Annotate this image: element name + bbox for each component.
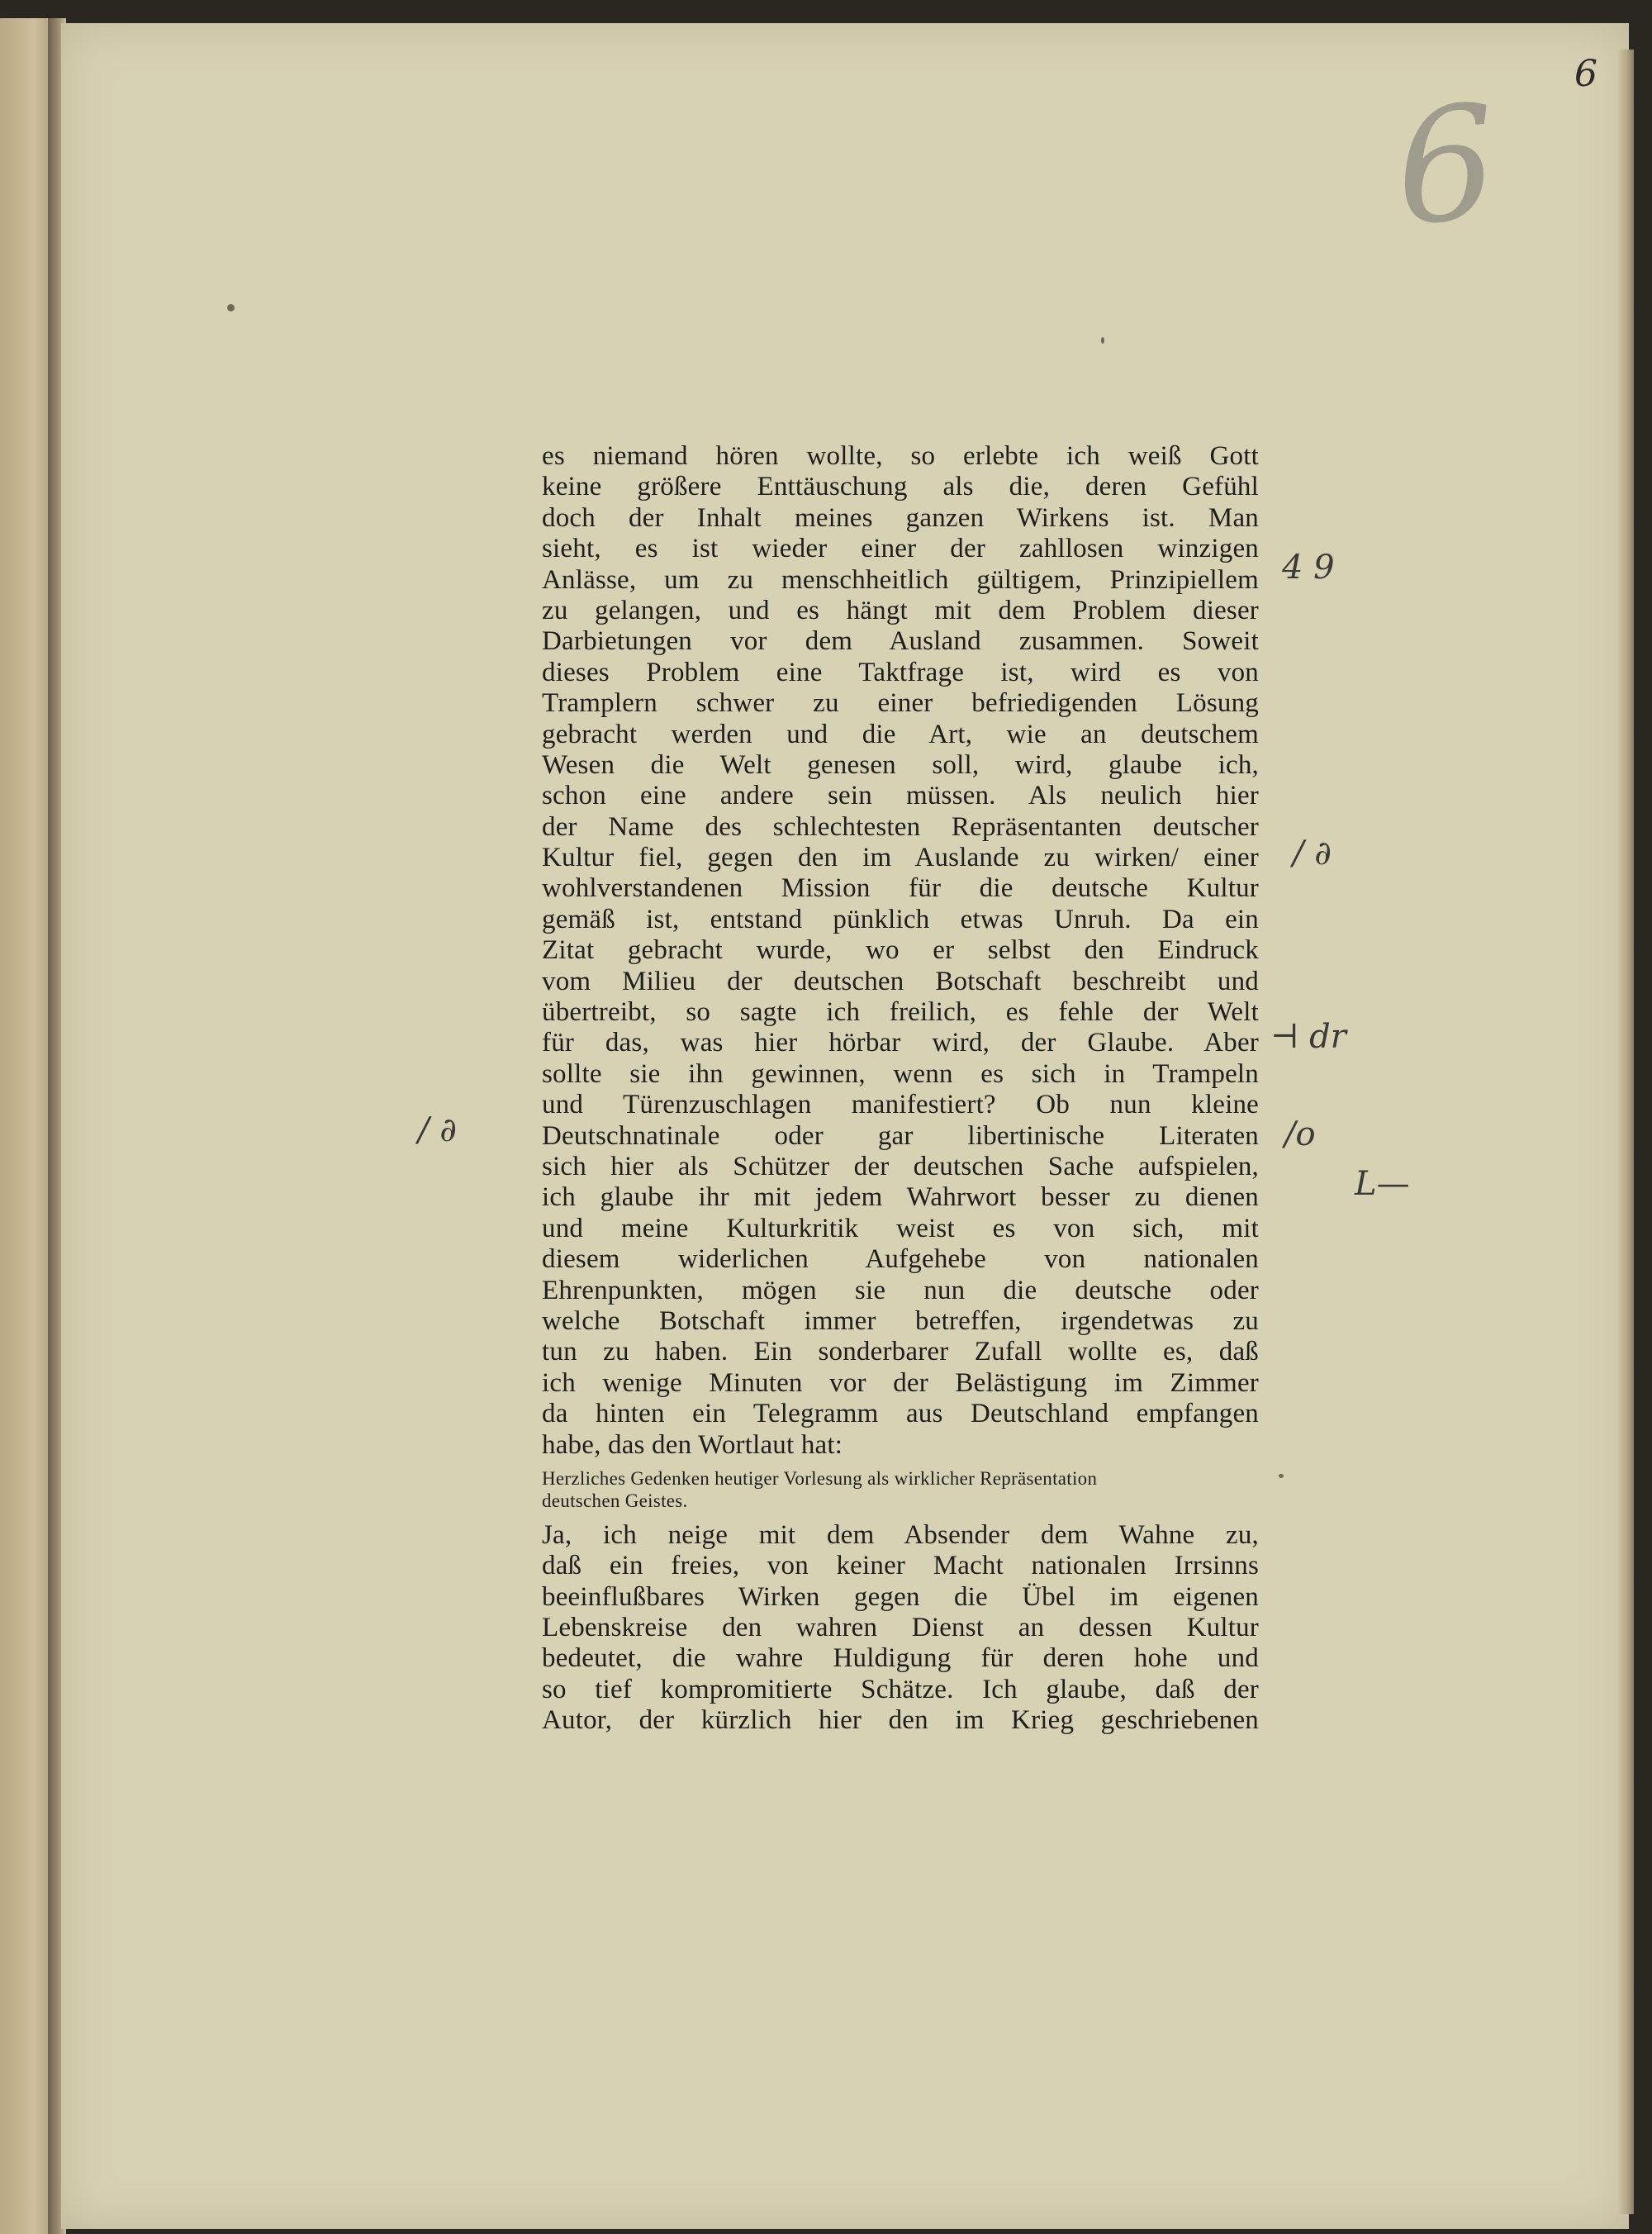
paper-blemish: [227, 304, 235, 311]
margin-note-right: ⊣ dr: [1270, 1018, 1346, 1056]
text-line: ich glaube ihr mit jedem Wahrwort besser zu dienen: [542, 1182, 1259, 1213]
text-line: es niemand hören wollte, so erlebte ich weiß Gott: [542, 441, 1259, 471]
margin-note-right: L—: [1355, 1165, 1410, 1203]
margin-note-right: /o: [1284, 1115, 1316, 1153]
text-line: übertreibt, so sagte ich freilich, es fehle der Welt: [542, 997, 1259, 1028]
text-line: sich hier als Schützer der deutschen Sache aufspielen,: [542, 1151, 1259, 1181]
body-paragraph: [542, 441, 1259, 1461]
pencil-page-number: 6: [1389, 71, 1502, 260]
paper-blemish: [1101, 337, 1104, 344]
text-line: der Name des schlechtesten Repräsentanten deutscher: [542, 811, 1259, 842]
text-line: Anlässe, um zu menschheitlich gültigem, Prinzipiellem: [542, 564, 1259, 595]
text-line: wohlverstandenen Mission für die deutsche Kultur: [542, 873, 1259, 904]
telegram-quote: [542, 1467, 1259, 1512]
text-line: beeinflußbares Wirken gegen die Übel im eigenen: [542, 1581, 1259, 1612]
text-line: diesem widerlichen Aufgehebe von nationalen: [542, 1244, 1259, 1275]
continuation-paragraph: [542, 1520, 1259, 1737]
text-line: Lebenskreise den wahren Dienst an dessen Kultur: [542, 1613, 1259, 1643]
quote-line: Herzliches Gedenken heutiger Vorlesung als wirklicher Repräsentation: [542, 1467, 1098, 1489]
text-line: bedeutet, die wahre Huldigung für deren hohe und: [542, 1643, 1259, 1674]
text-line: habe, das den Wortlaut hat:: [542, 1429, 843, 1460]
text-line: welche Botschaft immer betreffen, irgendetwas zu: [542, 1305, 1259, 1336]
text-line: zu gelangen, und es hängt mit dem Problem dieser: [542, 595, 1259, 625]
main-text-block: [542, 441, 1259, 1737]
text-line: und meine Kulturkritik weist es von sich, mit: [542, 1213, 1259, 1243]
quote-line: deutschen Geistes.: [542, 1490, 688, 1511]
text-line: und Türenzuschlagen manifestiert? Ob nun kleine: [542, 1090, 1259, 1120]
text-line: tun zu haben. Ein sonderbarer Zufall wollte es, daß: [542, 1337, 1259, 1367]
text-line: gebracht werden und die Art, wie an deutschem: [542, 719, 1259, 749]
text-line: für das, was hier hörbar wird, der Glaube. Aber: [542, 1028, 1259, 1058]
text-line: doch der Inhalt meines ganzen Wirkens ist. Man: [542, 502, 1259, 533]
margin-note-right: / ∂: [1293, 834, 1332, 872]
text-line: keine größere Enttäuschung als die, deren Gefühl: [542, 472, 1259, 502]
text-line: Ja, ich neige mit dem Absender dem Wahne zu,: [542, 1519, 1259, 1550]
text-line: Tramplern schwer zu einer befriedigenden Lösung: [542, 688, 1259, 719]
margin-note-right: 4 9: [1282, 549, 1335, 587]
text-line: Kultur fiel, gegen den im Auslande zu wirken/ einer: [542, 843, 1259, 873]
text-line: daß ein freies, von keiner Macht nationalen Irrsinns: [542, 1551, 1259, 1581]
text-line: so tief kompromitierte Schätze. Ich glaube, daß der: [542, 1674, 1259, 1704]
text-line: schon eine andere sein müssen. Als neulich hier: [542, 781, 1259, 811]
text-line: vom Milieu der deutschen Botschaft beschreibt und: [542, 966, 1259, 996]
text-line: Deutschnatinale oder gar libertinische Literaten: [542, 1120, 1259, 1151]
page-stack-edge: [1617, 50, 1634, 2214]
text-line: Darbietungen vor dem Ausland zusammen. Soweit: [542, 626, 1259, 657]
text-line: sollte sie ihn gewinnen, wenn es sich in Trampeln: [542, 1058, 1259, 1089]
text-line: gemäß ist, entstand pünklich etwas Unruh. Da ein: [542, 904, 1259, 934]
text-line: Zitat gebracht wurde, wo er selbst den Eindruck: [542, 935, 1259, 966]
margin-note-left: / ∂: [418, 1111, 457, 1149]
paper-blemish: [1279, 1474, 1284, 1478]
text-line: Ehrenpunkten, mögen sie nun die deutsche oder: [542, 1275, 1259, 1305]
text-line: ich wenige Minuten vor der Belästigung im Zimmer: [542, 1367, 1259, 1398]
text-line: Autor, der kürzlich hier den im Krieg geschriebenen: [542, 1705, 1259, 1736]
text-line: da hinten ein Telegramm aus Deutschland empfangen: [542, 1399, 1259, 1429]
text-line: sieht, es ist wieder einer der zahllosen winzigen: [542, 534, 1259, 564]
page-number: 6: [1574, 53, 1597, 95]
text-line: dieses Problem eine Taktfrage ist, wird es von: [542, 657, 1259, 687]
text-line: Wesen die Welt genesen soll, wird, glaube ich,: [542, 749, 1259, 780]
